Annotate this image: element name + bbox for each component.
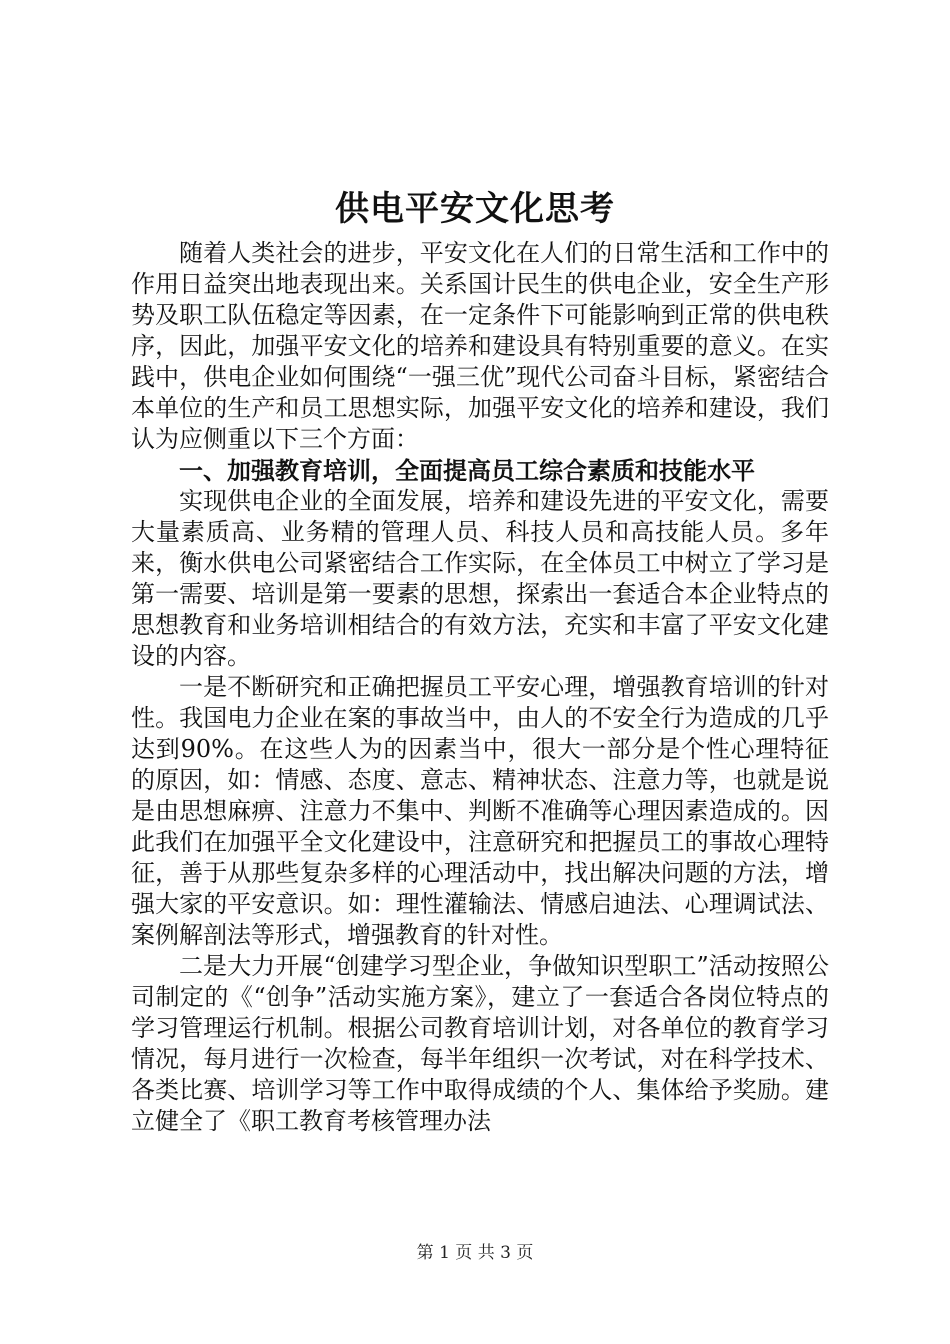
page-footer: 第 1 页 共 3 页 [416,1243,534,1263]
paragraph-point-2: 二是大力开展“创建学习型企业，争做知识型职工”活动按照公司制定的《“创争”活动实施方案》，建立了一套适合各岗位特点的学习管理运行机制。根据公司教育培训计划，对各单位的教育学习情况，每月进行一次检查，每半年组织一次考试，对在科学技术、各类比赛、培训学习等工作中取得成绩的个人、集体给予奖励。建立健全了《职工教育考核管理办法 [131,952,829,1135]
paragraph-section-1-intro: 实现供电企业的全面发展，培养和建设先进的平安文化，需要大量素质高、业务精的管理人员、科技人员和高技能人员。多年来，衡水供电公司紧密结合工作实际，在全体员工中树立了学习是第一需要、培训是第一要素的思想，探索出一套适合本企业特点的思想教育和业务培训相结合的有效方法，充实和丰富了平安文化建设的内容。 [131,487,829,670]
document-body [131,238,829,1137]
section-heading-1: 一、加强教育培训，全面提高员工综合素质和技能水平 [179,456,755,485]
document-title: 供电平安文化思考 [335,189,615,229]
paragraph-point-1: 一是不断研究和正确把握员工平安心理，增强教育培训的针对性。我国电力企业在案的事故当中，由人的不安全行为造成的几乎达到90%。在这些人为的因素当中，很大一部分是个性心理特征的原因，如：情感、态度、意志、精神状态、注意力等，也就是说是由思想麻痹、注意力不集中、判断不准确等心理因素造成的。因此我们在加强平全文化建设中，注意研究和把握员工的事故心理特征，善于从那些复杂多样的心理活动中，找出解决问题的方法，增强大家的平安意识。如：理性灌输法、情感启迪法、心理调试法、案例解剖法等形式，增强教育的针对性。 [131,673,829,949]
paragraph-intro: 随着人类社会的进步，平安文化在人们的日常生活和工作中的作用日益突出地表现出来。关系国计民生的供电企业，安全生产形势及职工队伍稳定等因素，在一定条件下可能影响到正常的供电秩序，因此，加强平安文化的培养和建设具有特别重要的意义。在实践中，供电企业如何围绕“一强三优”现代公司奋斗目标，紧密结合本单位的生产和员工思想实际，加强平安文化的培养和建设，我们认为应侧重以下三个方面： [131,239,829,453]
